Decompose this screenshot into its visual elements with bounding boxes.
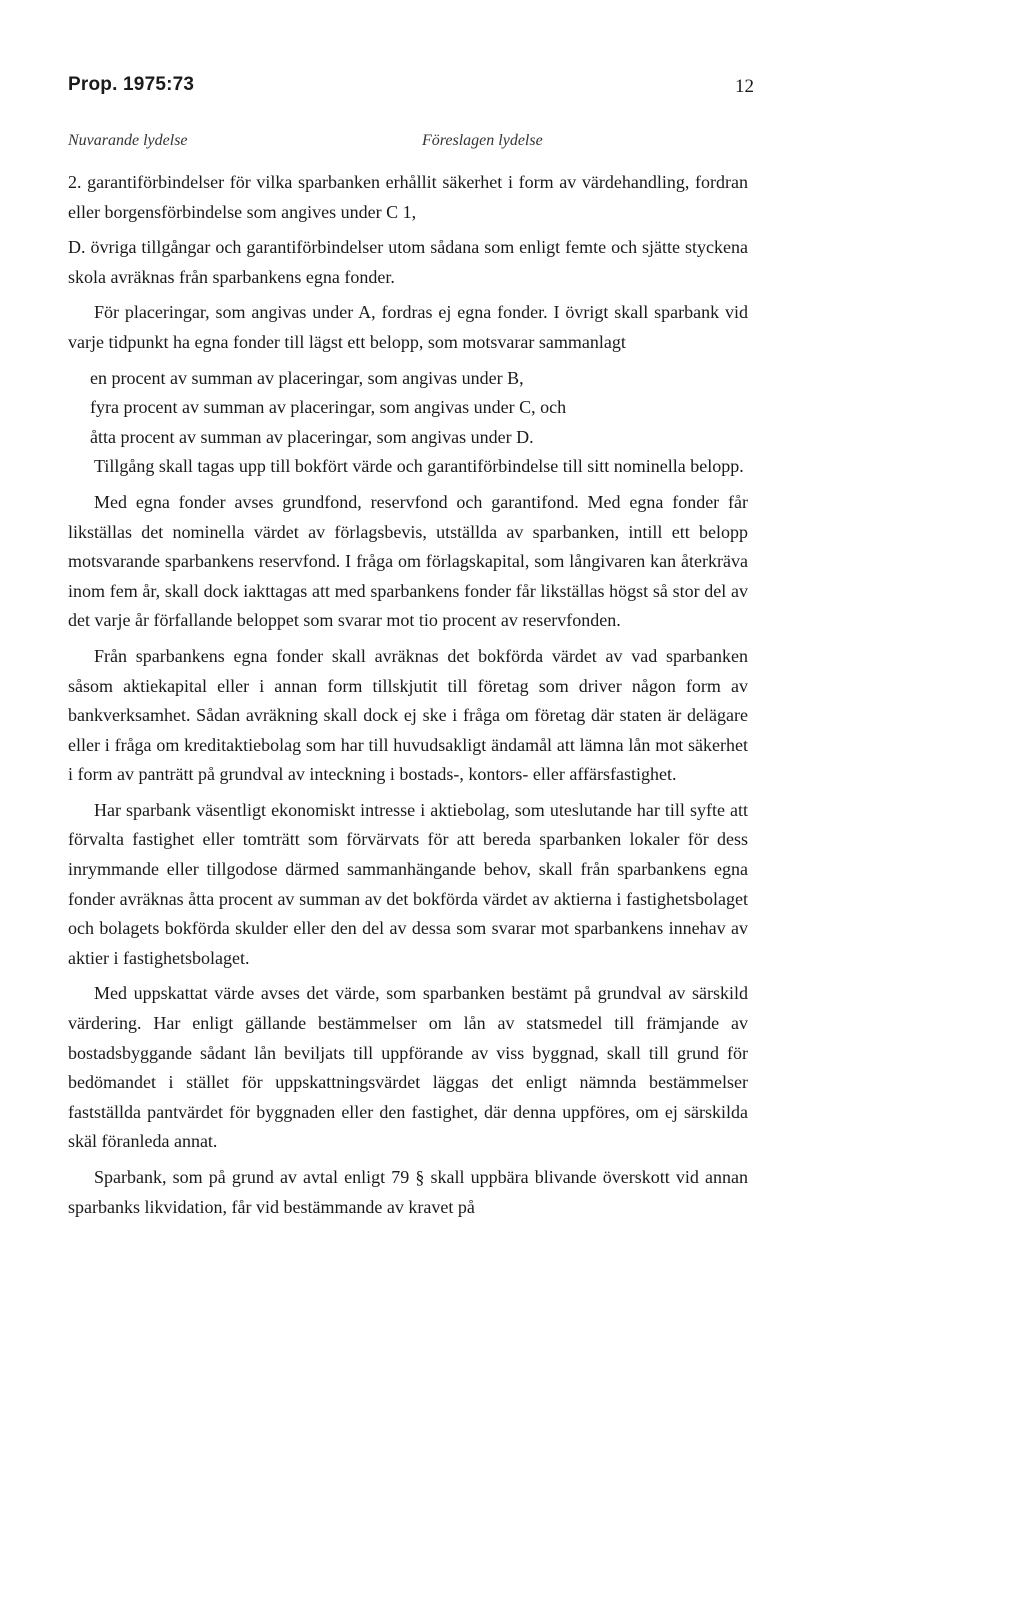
paragraph-own-funds: Med egna fonder avses grundfond, reservfond och garantifond. Med egna fonder får likställas det nominella värdet av förlagsbevis, utställda av sparbanken, intill ett belopp motsvarande sparbankens reservfond. I fråga om förlagskapital, som långivaren kan återkräva inom fem år, skall dock iakttagas att med sparbankens fonder får likställas högst så stor del av det varje år förfallande beloppet som svarar mot tio procent av reservfonden. bbox=[68, 491, 748, 631]
paragraph-valuation: Tillgång skall tagas upp till bokfört värde och garantiförbindelse till sitt nominella belopp. bbox=[94, 456, 744, 477]
running-header bbox=[68, 60, 754, 97]
paragraph-deductions: Från sparbankens egna fonder skall avräknas det bokförda värdet av vad sparbanken såsom aktiekapital eller i annan form tillskjutit till företag som driver någon form av bankverksamhet. Sådan avräkning skall dock ej ske i fråga om företag där staten är delägare eller i fråga om kreditaktiebolag som har till huvudsakligt ändamål att lämna lån mot säkerhet i form av panträtt på grundval av inteckning i bostads-, kontors- eller affärsfastighet. bbox=[68, 645, 748, 785]
paragraph-item-d: D. övriga tillgångar och garantiförbindelser utom sådana som enligt femte och sjätte styckena skola avräknas från sparbankens egna fonder. bbox=[68, 237, 748, 287]
paragraph-estimated-value: Med uppskattat värde avses det värde, som sparbanken bestämt på grundval av särskild värdering. Har enligt gällande bestämmelser om lån av statsmedel till främjande av bostadsbyggande sådant lån beviljats till uppförande av viss byggnad, skall till grund för bedömandet i stället för uppskattningsvärdet läggas det enligt nämnda bestämmelser fastställda pantvärdet för byggnaden eller den fastighet, där denna uppföres, om ej särskilda skäl föranleda annat. bbox=[68, 983, 748, 1152]
paragraph-property-company: Har sparbank väsentligt ekonomiskt intresse i aktiebolag, som uteslutande har till syfte att förvalta fastighet eller tomträtt som förvärvats för att bereda sparbanken lokaler för dess inrymmande eller tillgodose därmed sammanhängande behov, skall från sparbankens egna fonder avräknas åtta procent av summan av det bokförda värdet av aktierna i fastighetsbolaget och bolagets bokförda skulder eller den del av dessa som svarar mot sparbankens innehav av aktier i fastighetsbolaget. bbox=[68, 799, 748, 968]
page-number: 12 bbox=[735, 76, 754, 97]
column-headings bbox=[68, 132, 748, 160]
list-item: en procent av summan av placeringar, som angivas under B, bbox=[90, 367, 524, 388]
paragraph-placements: För placeringar, som angivas under A, fordras ej egna fonder. I övrigt skall sparbank vid varje tidpunkt ha egna fonder till lägst ett belopp, som motsvarar sammanlagt bbox=[68, 302, 748, 352]
body-text bbox=[68, 168, 748, 1222]
percentage-list bbox=[90, 364, 748, 453]
current-wording-heading: Nuvarande lydelse bbox=[68, 132, 188, 149]
paragraph-liquidation: Sparbank, som på grund av avtal enligt 79 § skall uppbära blivande överskott vid annan sparbanks likvidation, får vid bestämmande av kravet på bbox=[68, 1167, 748, 1217]
document-page bbox=[68, 60, 754, 1228]
list-item: fyra procent av summan av placeringar, som angivas under C, och bbox=[90, 397, 567, 418]
paragraph-item-2: 2. garantiförbindelser för vilka sparbanken erhållit säkerhet i form av värdehandling, fordran eller borgensförbindelse som angives under C 1, bbox=[68, 172, 748, 222]
proposed-wording-heading: Föreslagen lydelse bbox=[422, 132, 543, 149]
proposition-label: Prop. 1975:73 bbox=[68, 74, 195, 95]
list-item: åtta procent av summan av placeringar, som angivas under D. bbox=[90, 426, 534, 447]
